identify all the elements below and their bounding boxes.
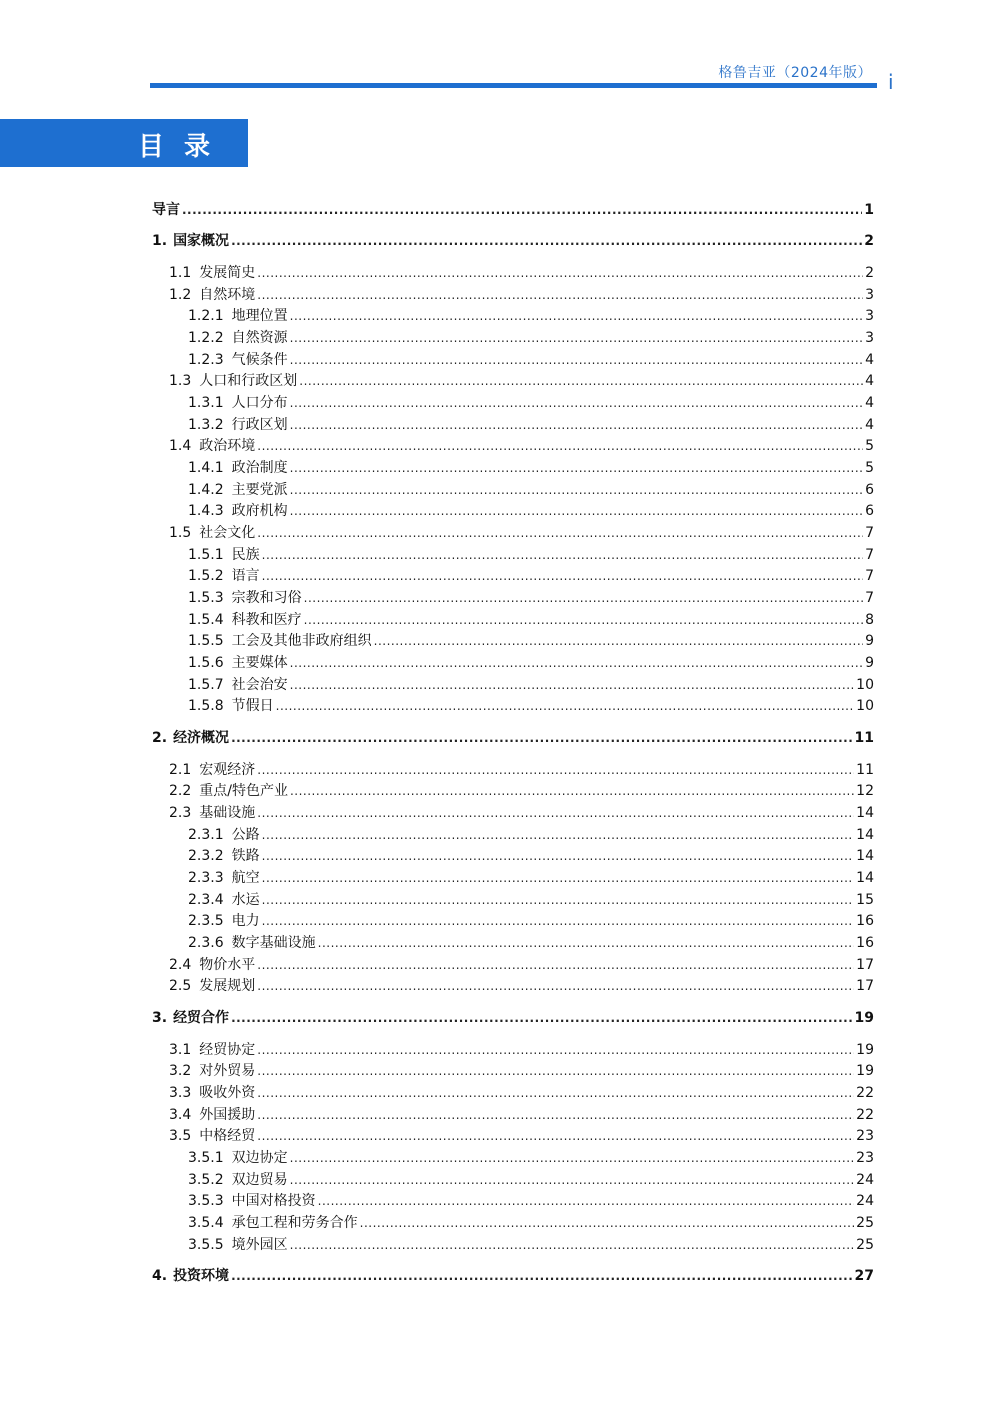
toc-entry[interactable] [188,846,874,867]
header-divider [150,83,877,88]
toc-dot-leader [290,781,854,802]
toc-entry-label: 宏观经济 [199,762,256,778]
toc-entry-label: 物价水平 [199,957,256,973]
toc-entry-label: 行政区划 [231,417,288,433]
toc-entry-number: 1.5.8 [188,698,224,714]
toc-entry-page: 24 [856,1193,874,1209]
toc-entry-label: 节假日 [231,698,274,714]
toc-entry-label: 社会治安 [231,677,288,693]
toc-entry-page: 27 [854,1268,874,1284]
toc-entry[interactable] [188,480,874,501]
toc-dot-leader [318,933,855,954]
toc-dot-leader [262,890,855,911]
toc-entry-number: 3.2 [169,1063,192,1079]
toc-entry-label: 中国对格投资 [231,1193,316,1209]
toc-dot-leader [290,501,863,522]
toc-entry-page: 25 [856,1237,874,1253]
toc-entry-label: 工会及其他非政府组织 [231,633,372,649]
toc-entry-page: 19 [854,1010,874,1026]
toc-entry-label: 主要党派 [231,482,288,498]
toc-entry[interactable] [188,825,874,846]
toc-entry-number: 1.5.4 [188,612,224,628]
toc-entry-number: 1.4.3 [188,503,224,519]
toc-dot-leader [262,566,863,587]
toc-entry-number: 2.1 [169,762,192,778]
toc-entry[interactable] [169,1126,874,1147]
toc-dot-leader [262,825,855,846]
toc-entry[interactable] [188,610,874,631]
toc-entry-page: 6 [865,503,874,519]
toc-entry-page: 4 [865,417,874,433]
toc-entry-label: 境外园区 [231,1237,288,1253]
toc-heading: 目录 [138,132,231,162]
toc-dot-leader [262,868,855,889]
toc-entry-label: 气候条件 [231,352,288,368]
toc-entry-number: 1.3.2 [188,417,224,433]
toc-entry-label: 经贸协定 [199,1042,256,1058]
toc-entry-number: 2.3.2 [188,848,224,864]
toc-entry[interactable] [188,566,874,587]
toc-entry-number: 2. [152,730,168,746]
toc-entry[interactable] [188,868,874,889]
toc-entry[interactable] [169,781,874,802]
toc-entry-label: 政府机构 [231,503,288,519]
toc-entry-page: 17 [856,957,874,973]
toc-dot-leader [276,696,855,717]
toc-dot-leader [318,1191,855,1212]
toc-dot-leader [290,1235,855,1256]
toc-entry[interactable] [188,653,874,674]
toc-entry-label: 导言 [152,202,180,218]
toc-entry-label: 人口分布 [231,395,288,411]
toc-entry-number: 4. [152,1268,168,1284]
toc-entry[interactable] [188,1170,874,1191]
toc-entry-page: 9 [865,633,874,649]
toc-entry-number: 2.5 [169,978,192,994]
toc-dot-leader [290,393,863,414]
toc-entry-page: 15 [856,892,874,908]
toc-entry-page: 1 [864,202,874,218]
toc-dot-leader [257,1061,854,1082]
toc-entry-label: 电力 [231,913,260,929]
toc-entry[interactable] [188,588,874,609]
toc-entry-label: 自然环境 [199,287,256,303]
toc-entry-number: 1.2.3 [188,352,224,368]
toc-entry-label: 语言 [231,568,260,584]
toc-entry-number: 3.3 [169,1085,192,1101]
toc-entry[interactable] [169,1083,874,1104]
toc-entry[interactable] [169,523,874,544]
toc-entry-number: 1.3.1 [188,395,224,411]
toc-entry-page: 7 [865,568,874,584]
toc-entry-number: 2.4 [169,957,192,973]
toc-entry-number: 3.1 [169,1042,192,1058]
toc-dot-leader [262,911,855,932]
toc-entry-number: 2.3.1 [188,827,224,843]
toc-dot-leader [290,328,863,349]
toc-entry[interactable] [188,328,874,349]
toc-entry-label: 民族 [231,547,260,563]
toc-entry-page: 9 [865,655,874,671]
toc-dot-leader [290,415,863,436]
toc-entry-page: 14 [856,848,874,864]
toc-dot-leader [290,306,863,327]
toc-entry-page: 22 [856,1107,874,1123]
toc-entry-page: 4 [865,352,874,368]
toc-entry-page: 4 [865,373,874,389]
toc-dot-leader [231,728,852,749]
toc-dot-leader [262,545,863,566]
toc-entry-number: 3. [152,1010,168,1026]
toc-entry[interactable] [169,263,874,284]
toc-entry-number: 1.5.5 [188,633,224,649]
toc-entry[interactable] [188,1148,874,1169]
toc-entry-label: 经济概况 [173,730,230,746]
toc-entry-page: 3 [865,287,874,303]
toc-entry[interactable] [169,976,874,997]
toc-entry[interactable] [169,955,874,976]
toc-entry[interactable] [188,545,874,566]
toc-entry-number: 3.5.2 [188,1172,224,1188]
toc-entry-label: 科教和医疗 [231,612,302,628]
toc-entry-page: 5 [865,438,874,454]
toc-entry-label: 数字基础设施 [231,935,316,951]
toc-entry-label: 主要媒体 [231,655,288,671]
toc-dot-leader [257,760,854,781]
toc-dot-leader [231,1008,852,1029]
toc-dot-leader [257,1083,854,1104]
toc-entry-page: 23 [856,1128,874,1144]
toc-entry-page: 16 [856,935,874,951]
toc-entry-number: 3.5.1 [188,1150,224,1166]
toc-entry-page: 3 [865,330,874,346]
toc-entry[interactable] [169,1105,874,1126]
toc-entry-label: 铁路 [231,848,260,864]
toc-entry-page: 24 [856,1172,874,1188]
toc-entry[interactable] [188,350,874,371]
toc-entry-page: 6 [865,482,874,498]
toc-entry[interactable] [169,371,874,392]
toc-entry-label: 基础设施 [199,805,256,821]
toc-dot-leader [290,653,863,674]
toc-dot-leader [290,1148,855,1169]
toc-entry[interactable] [188,458,874,479]
toc-entry-page: 2 [865,265,874,281]
toc-dot-leader [257,955,854,976]
toc-entry[interactable] [188,415,874,436]
toc-entry-number: 1.5.2 [188,568,224,584]
toc-entry-label: 双边贸易 [231,1172,288,1188]
toc-entry-number: 3.4 [169,1107,192,1123]
toc-entry-page: 12 [856,783,874,799]
toc-dot-leader [257,285,863,306]
toc-entry-label: 对外贸易 [199,1063,256,1079]
toc-entry-page: 7 [865,525,874,541]
toc-entry-label: 发展简史 [199,265,256,281]
toc-entry-page: 14 [856,870,874,886]
toc-entry-label: 经贸合作 [173,1010,230,1026]
toc-entry-label: 投资环境 [173,1268,230,1284]
toc-entry-page: 2 [864,233,874,249]
toc-entry[interactable] [169,1040,874,1061]
toc-entry-page: 7 [865,547,874,563]
toc-entry-label: 发展规划 [199,978,256,994]
toc-dot-leader [231,1266,852,1287]
toc-entry-label: 政治制度 [231,460,288,476]
toc-entry-number: 2.3 [169,805,192,821]
toc-entry-number: 1.5.6 [188,655,224,671]
toc-entry-page: 3 [865,308,874,324]
toc-entry-page: 10 [856,677,874,693]
toc-entry[interactable] [188,675,874,696]
toc-entry[interactable] [152,1266,874,1287]
toc-entry-page: 5 [865,460,874,476]
toc-entry[interactable] [169,436,874,457]
toc-entry[interactable] [188,933,874,954]
toc-entry-label: 承包工程和劳务合作 [231,1215,358,1231]
toc-entry-number: 1.2.1 [188,308,224,324]
page-number: i [888,70,894,94]
toc-entry-page: 14 [856,827,874,843]
toc-entry-number: 1.1 [169,265,192,281]
toc-entry-page: 11 [856,762,874,778]
toc-dot-leader [257,1105,854,1126]
toc-entry[interactable] [188,393,874,414]
toc-entry-label: 外国援助 [199,1107,256,1123]
toc-entry-number: 3.5.5 [188,1237,224,1253]
toc-entry[interactable] [188,1235,874,1256]
toc-dot-leader [262,846,855,867]
toc-entry[interactable] [188,696,874,717]
toc-entry-number: 3.5.3 [188,1193,224,1209]
toc-dot-leader [290,675,855,696]
toc-entry-label: 双边协定 [231,1150,288,1166]
toc-entry-number: 2.3.5 [188,913,224,929]
toc-entry-number: 1.5.7 [188,677,224,693]
toc-entry[interactable] [152,728,874,749]
document-title: 格鲁吉亚（2024年版） [718,65,872,81]
toc-dot-leader [290,458,863,479]
toc-entry-number: 2.3.3 [188,870,224,886]
toc-entry-number: 1.2 [169,287,192,303]
toc-entry[interactable] [188,890,874,911]
toc-entry[interactable] [152,231,874,252]
toc-dot-leader [304,588,863,609]
toc-dot-leader [257,1126,854,1147]
toc-entry-label: 重点/特色产业 [199,783,288,799]
toc-dot-leader [231,231,862,252]
toc-dot-leader [257,976,854,997]
toc-entry-label: 政治环境 [199,438,256,454]
toc-entry-number: 2.2 [169,783,192,799]
toc-entry-number: 1.4 [169,438,192,454]
toc-entry-number: 1.4.1 [188,460,224,476]
toc-entry-page: 23 [856,1150,874,1166]
toc-entry[interactable] [188,631,874,652]
toc-dot-leader [257,803,854,824]
toc-entry-label: 人口和行政区划 [199,373,298,389]
toc-dot-leader [374,631,863,652]
toc-entry[interactable] [188,306,874,327]
toc-entry-label: 中格经贸 [199,1128,256,1144]
toc-dot-leader [257,1040,854,1061]
toc-dot-leader [299,371,863,392]
toc-entry-page: 22 [856,1085,874,1101]
toc-entry-number: 1.4.2 [188,482,224,498]
toc-entry-number: 2.3.4 [188,892,224,908]
toc-entry[interactable] [188,1213,874,1234]
toc-entry[interactable] [152,1008,874,1029]
toc-entry-label: 吸收外资 [199,1085,256,1101]
toc-dot-leader [257,436,863,457]
toc-entry-number: 1.2.2 [188,330,224,346]
toc-entry[interactable] [152,200,874,221]
toc-entry[interactable] [188,911,874,932]
toc-dot-leader [360,1213,855,1234]
toc-entry-page: 19 [856,1042,874,1058]
toc-entry-number: 1.5.3 [188,590,224,606]
toc-dot-leader [290,1170,855,1191]
toc-entry-page: 16 [856,913,874,929]
toc-entry[interactable] [169,760,874,781]
toc-entry-number: 1.5.1 [188,547,224,563]
toc-dot-leader [182,200,862,221]
toc-entry[interactable] [169,285,874,306]
toc-entry-page: 19 [856,1063,874,1079]
toc-entry[interactable] [188,1191,874,1212]
toc-entry-page: 17 [856,978,874,994]
toc-entry-label: 水运 [231,892,260,908]
toc-entry-page: 11 [854,730,874,746]
toc-entry-label: 社会文化 [199,525,256,541]
toc-dot-leader [257,523,863,544]
toc-entry-label: 宗教和习俗 [231,590,302,606]
toc-entry-label: 公路 [231,827,260,843]
toc-entry-page: 7 [865,590,874,606]
toc-entry-number: 2.3.6 [188,935,224,951]
toc-dot-leader [304,610,863,631]
toc-entry-label: 地理位置 [231,308,288,324]
toc-entry-label: 国家概况 [173,233,230,249]
toc-dot-leader [257,263,863,284]
toc-entry-label: 航空 [231,870,260,886]
toc-entry-page: 4 [865,395,874,411]
toc-entry[interactable] [169,803,874,824]
toc-entry-page: 25 [856,1215,874,1231]
toc-entry-number: 1.3 [169,373,192,389]
toc-entry[interactable] [188,501,874,522]
toc-entry[interactable] [169,1061,874,1082]
toc-entry-number: 3.5 [169,1128,192,1144]
toc-entry-number: 3.5.4 [188,1215,224,1231]
toc-entry-page: 10 [856,698,874,714]
toc-entry-page: 14 [856,805,874,821]
toc-entry-number: 1. [152,233,168,249]
toc-dot-leader [290,350,863,371]
toc-entry-page: 8 [865,612,874,628]
toc-dot-leader [290,480,863,501]
toc-entry-label: 自然资源 [231,330,288,346]
toc-entry-number: 1.5 [169,525,192,541]
